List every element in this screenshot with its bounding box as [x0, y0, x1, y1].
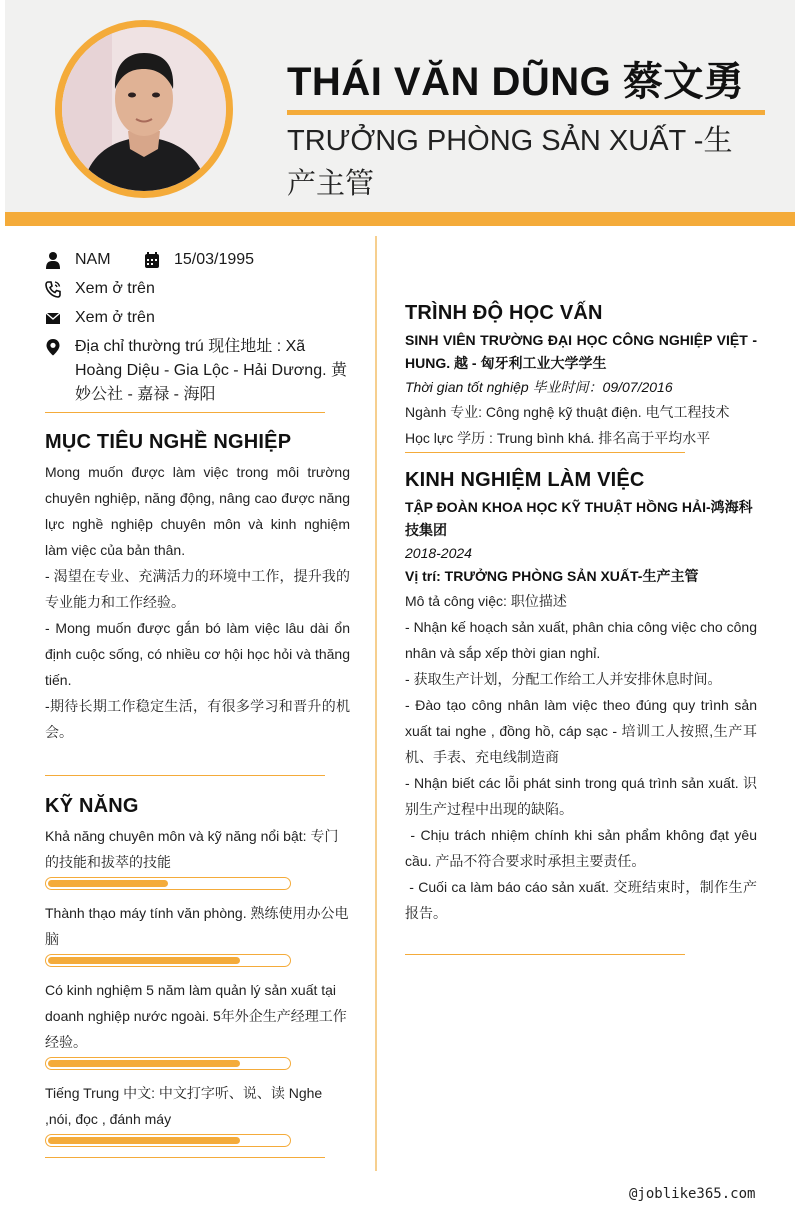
experience-period: 2018-2024 — [405, 545, 472, 561]
phone-value: Xem ở trên — [75, 280, 155, 297]
skill-level-bar — [45, 877, 291, 890]
info-row-gender-birth — [45, 248, 355, 272]
objective-body — [45, 459, 350, 745]
skill-item: Khả năng chuyên môn và kỹ năng nổi bật: 专门的技能和拔萃的技能 — [45, 828, 339, 870]
experience-heading: KINH NGHIỆM LÀM VIỆC — [405, 469, 645, 491]
education-school: SINH VIÊN TRƯỜNG ĐẠI HỌC CÔNG NGHIỆP VIỆT - HUNG. 越 - 匈牙利工业大学学生 — [405, 332, 757, 371]
skill-level-fill — [48, 880, 168, 887]
skill-item: Tiếng Trung 中文: 中文打字听、说、读 Nghe ,nói, đọc , đánh máy — [45, 1085, 323, 1127]
info-row-address — [45, 335, 355, 407]
section-divider — [45, 412, 325, 413]
skill-level-fill — [48, 957, 240, 964]
right-column — [405, 300, 761, 955]
section-divider — [405, 452, 685, 453]
location-pin-icon — [45, 338, 61, 356]
info-row-email — [45, 306, 355, 330]
section-divider — [405, 954, 685, 955]
name-underline — [287, 110, 765, 115]
duty-item: - 获取生产计划，分配工作给工人并安排休息时间。 — [405, 671, 722, 687]
envelope-icon — [45, 309, 61, 327]
experience-duties — [405, 614, 761, 926]
phone-icon — [45, 280, 61, 298]
duty-item: - Đào tạo công nhân làm việc theo đúng quy trình sản xuất tai nghe , đồng hồ, cáp sạc - 培训工人按照,生产耳机、手表、充电线制造商 — [405, 697, 757, 765]
candidate-name: THÁI VĂN DŨNG 蔡文勇 — [287, 60, 745, 104]
birth-date-value: 15/03/1995 — [174, 251, 255, 268]
experience-desc-label: Mô tả công việc: 职位描述 — [405, 593, 567, 609]
education-heading: TRÌNH ĐỘ HỌC VẤN — [405, 302, 603, 324]
calendar-icon — [144, 251, 160, 269]
duty-item: - Cuối ca làm báo cáo sản xuất. 交班结束时，制作生产报告。 — [405, 879, 757, 921]
section-divider — [45, 1157, 325, 1158]
section-divider — [45, 775, 325, 776]
candidate-title: TRƯỞNG PHÒNG SẢN XUẤT -生产主管 — [287, 125, 733, 200]
header-accent-bar — [5, 212, 795, 226]
profile-photo — [62, 27, 226, 191]
objective-paragraph: - 渴望在专业、充满活力的环境中工作，提升我的专业能力和工作经验。 — [45, 568, 350, 610]
skill-level-bar — [45, 954, 291, 967]
column-divider — [375, 236, 377, 1171]
address-value: Địa chỉ thường trú 现住地址 : Xã Hoàng Diệu - Gia Lộc - Hải Dương. 黄妙公社 - 嘉禄 - 海阳 — [75, 338, 347, 403]
skill-level-bar — [45, 1134, 291, 1147]
left-column — [45, 248, 355, 1158]
experience-company: TẬP ĐOÀN KHOA HỌC KỸ THUẬT HỒNG HẢI-鸿海科技集团 — [405, 499, 753, 538]
skills-heading: KỸ NĂNG — [45, 795, 139, 817]
skill-item: Có kinh nghiệm 5 năm làm quản lý sản xuất tại doanh nghiệp nước ngoài. 5年外企生产经理工作经验。 — [45, 982, 347, 1050]
education-major: Ngành 专业: Công nghệ kỹ thuật điện. 电气工程技术 — [405, 404, 730, 420]
skill-level-fill — [48, 1137, 240, 1144]
duty-item: - Nhận kế hoạch sản xuất, phân chia công việc cho công nhân và sắp xếp thời gian nghỉ. — [405, 619, 757, 661]
skills-list — [45, 823, 350, 1147]
experience-position: Vị trí: TRƯỞNG PHÒNG SẢN XUẤT-生产主管 — [405, 568, 699, 584]
info-row-phone — [45, 277, 355, 301]
skill-item: Thành thạo máy tính văn phòng. 熟练使用办公电脑 — [45, 905, 349, 947]
person-icon — [45, 251, 61, 269]
objective-paragraph: -期待长期工作稳定生活，有很多学习和晋升的机会。 — [45, 698, 350, 740]
objective-paragraph: - Mong muốn được gắn bó làm việc lâu dài ổn định cuộc sống, có nhiều cơ hội học hỏi và thăng tiến. — [45, 620, 350, 688]
education-graduation: Thời gian tốt nghiệp 毕业时间：09/07/2016 — [405, 379, 673, 395]
objective-heading: MỤC TIÊU NGHỀ NGHIỆP — [45, 431, 292, 453]
education-ranking: Học lực 学历 : Trung bình khá. 排名高于平均水平 — [405, 430, 711, 446]
avatar — [55, 20, 233, 198]
email-value: Xem ở trên — [75, 309, 155, 326]
skill-level-fill — [48, 1060, 240, 1067]
watermark: @joblike365.com — [629, 1186, 756, 1202]
duty-item: - Chịu trách nhiệm chính khi sản phẩm không đạt yêu cầu. 产品不符合要求时承担主要责任。 — [405, 827, 761, 869]
skill-level-bar — [45, 1057, 291, 1070]
gender-value: NAM — [75, 251, 111, 268]
duty-item: - Nhận biết các lỗi phát sinh trong quá trình sản xuất. 识别生产过程中出现的缺陷。 — [405, 775, 757, 817]
objective-paragraph: Mong muốn được làm việc trong môi trường chuyên nghiệp, năng động, nâng cao được năng lực nghề nghiệp chuyên môn và kinh nghiệm làm việc của bản thân. — [45, 464, 350, 558]
